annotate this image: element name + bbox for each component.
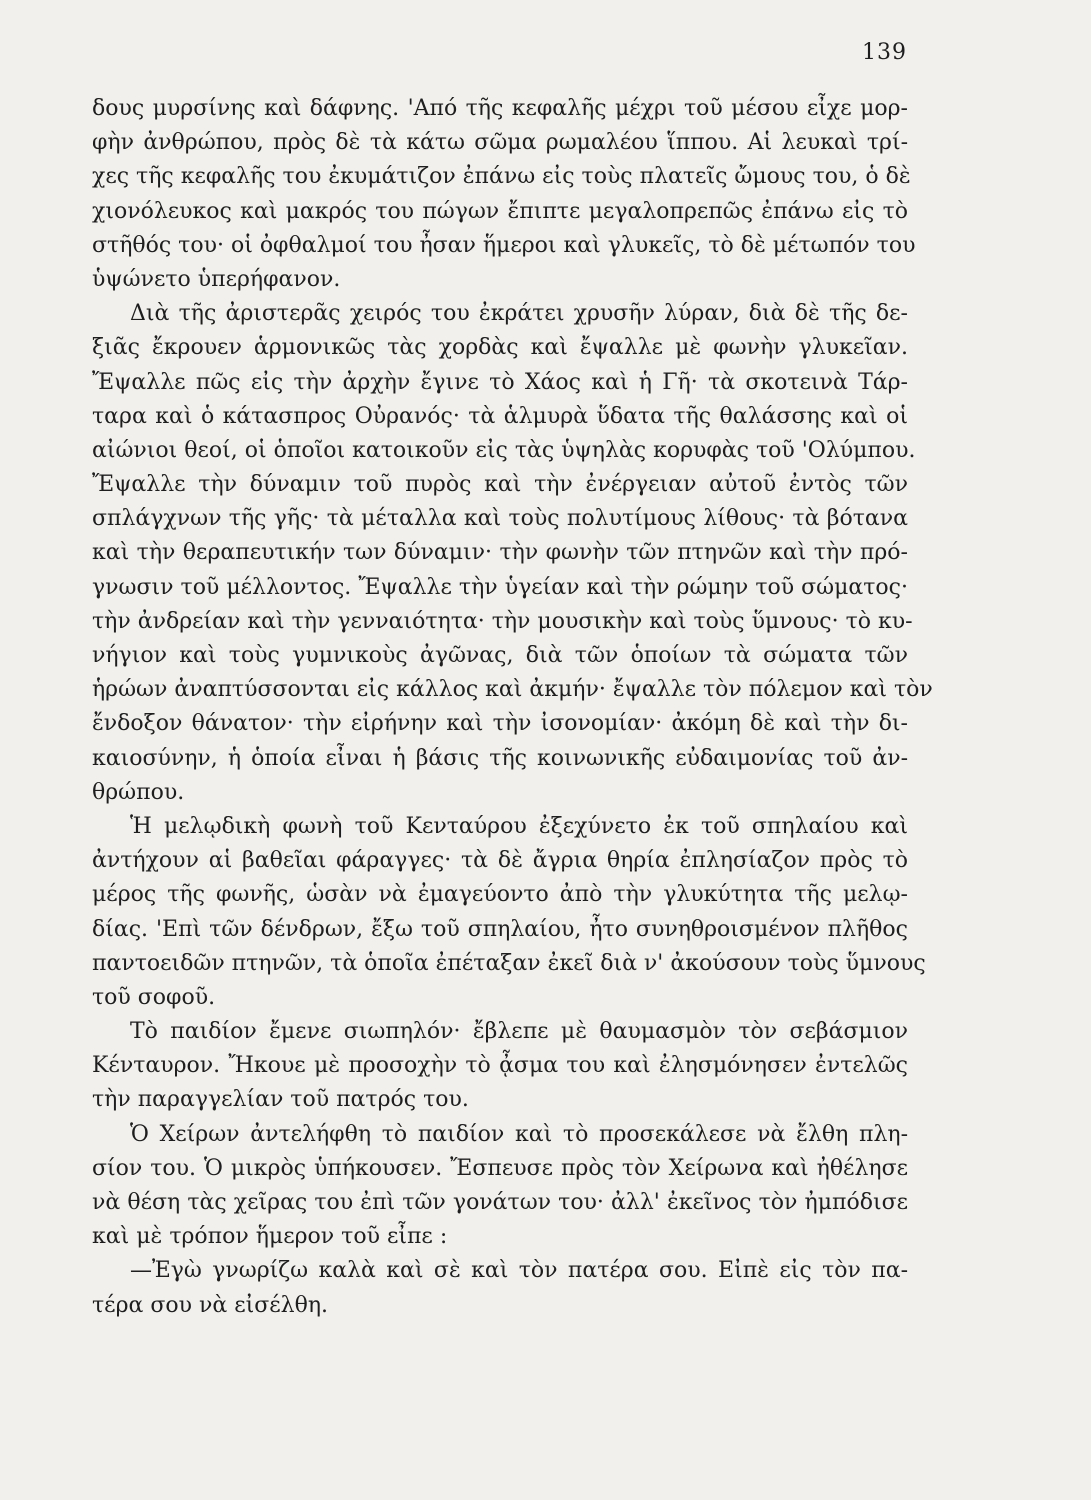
text-line: αἰώνιοι θεοί, οἱ ὁποῖοι κατοικοῦν εἰς τὰς ὑψηλὰς κορυφὰς τοῦ 'Ολύμπου.: [92, 437, 916, 463]
text-line: στῆθός του· οἱ ὀφθαλμοί του ἦσαν ἥμεροι καὶ γλυκεῖς, τὸ δὲ μέτωπόν του: [92, 232, 916, 258]
text-line: νὰ θέση τὰς χεῖρας του ἐπὶ τῶν γονάτων του· ἀλλ' ἐκεῖνος τὸν ἠμπόδισε: [92, 1190, 908, 1215]
text-line: Τὸ παιδίον ἔμενε σιωπηλόν· ἔβλεπε μὲ θαυμασμὸν τὸν σεβάσμιον: [130, 1019, 908, 1045]
text-line: δους μυρσίνης καὶ δάφνης. 'Από τῆς κεφαλῆς μέχρι τοῦ μέσου εἶχε μορ-: [92, 96, 908, 121]
body-text: [92, 92, 933, 1323]
text-line: Ἡ μελῳδικὴ φωνὴ τοῦ Κενταύρου ἐξεχύνετο ἐκ τοῦ σπηλαίου καὶ: [130, 813, 908, 839]
text-line: Ἔψαλλε πῶς εἰς τὴν ἀρχὴν ἔγινε τὸ Χάος καὶ ἡ Γῆ· τὰ σκοτεινὰ Τάρ-: [92, 369, 908, 395]
text-line: ἀντήχουν αἱ βαθεῖαι φάραγγες· τὰ δὲ ἄγρια θηρία ἐπλησίαζον πρὸς τὸ: [92, 848, 908, 874]
text-line: νήγιον καὶ τοὺς γυμνικοὺς ἀγῶνας, διὰ τῶν ὁποίων τὰ σώματα τῶν: [92, 643, 908, 668]
text-line: ἔνδοξον θάνατον· τὴν εἰρήνην καὶ τὴν ἰσονομίαν· ἀκόμη δὲ καὶ τὴν δι-: [92, 711, 908, 737]
text-line: Ὁ Χείρων ἀντελήφθη τὸ παιδίον καὶ τὸ προσεκάλεσε νὰ ἔλθη πλη-: [130, 1121, 908, 1147]
text-line: σίον του. Ὁ μικρὸς ὑπήκουσεν. Ἔσπευσε πρὸς τὸν Χείρωνα καὶ ἠθέλησε: [92, 1155, 908, 1181]
page-number: 139: [862, 40, 907, 65]
text-line: τὴν παραγγελίαν τοῦ πατρός του.: [92, 1087, 469, 1113]
text-line: γνωσιν τοῦ μέλλοντος. Ἔψαλλε τὴν ὑγείαν καὶ τὴν ρώμην τοῦ σώματος·: [92, 574, 908, 600]
text-line: καὶ μὲ τρόπον ἥμερον τοῦ εἶπε :: [92, 1224, 448, 1250]
text-line: Διὰ τῆς ἀριστερᾶς χειρός του ἐκράτει χρυσῆν λύραν, διὰ δὲ τῆς δε-: [130, 301, 908, 327]
text-line: θρώπου.: [92, 779, 185, 805]
text-line: ταρα καὶ ὁ κάτασπρος Οὐρανός· τὰ ἁλμυρὰ ὕδατα τῆς θαλάσσης καὶ οἱ: [92, 403, 908, 429]
text-line: παντοειδῶν πτηνῶν, τὰ ὁποῖα ἐπέταξαν ἐκεῖ διὰ ν' ἀκούσουν τοὺς ὕμνους: [92, 950, 926, 976]
text-line: ὑψώνετο ὑπερήφανον.: [92, 266, 341, 292]
text-line: καὶ τὴν θεραπευτικήν των δύναμιν· τὴν φωνὴν τῶν πτηνῶν καὶ τὴν πρό-: [92, 540, 908, 566]
text-line: τέρα σου νὰ εἰσέλθη.: [92, 1292, 329, 1318]
text-line: σπλάγχνων τῆς γῆς· τὰ μέταλλα καὶ τοὺς πολυτίμους λίθους· τὰ βότανα: [92, 506, 908, 532]
text-line: Κένταυρον. Ἤκουε μὲ προσοχὴν τὸ ᾆσμα του καὶ ἐλησμόνησεν ἐντελῶς: [92, 1053, 908, 1079]
text-line: φὴν ἀνθρώπου, πρὸς δὲ τὰ κάτω σῶμα ρωμαλέου ἵππου. Αἱ λευκαὶ τρί-: [92, 130, 908, 156]
text-line: —Ἐγὼ γνωρίζω καλὰ καὶ σὲ καὶ τὸν πατέρα σου. Εἰπὲ εἰς τὸν πα-: [130, 1258, 908, 1284]
text-line: χιονόλευκος καὶ μακρός του πώγων ἔπιπτε μεγαλοπρεπῶς ἐπάνω εἰς τὸ: [92, 198, 908, 224]
text-line: μέρος τῆς φωνῆς, ὡσὰν νὰ ἐμαγεύοντο ἀπὸ τὴν γλυκύτητα τῆς μελῳ-: [92, 882, 908, 908]
text-line: τοῦ σοφοῦ.: [92, 984, 216, 1010]
text-line: τὴν ἀνδρείαν καὶ τὴν γενναιότητα· τὴν μουσικὴν καὶ τοὺς ὕμνους· τὸ κυ-: [92, 608, 913, 634]
text-line: καιοσύνην, ἡ ὁποία εἶναι ἡ βάσις τῆς κοινωνικῆς εὐδαιμονίας τοῦ ἀν-: [92, 745, 908, 771]
text-line: Ἔψαλλε τὴν δύναμιν τοῦ πυρὸς καὶ τὴν ἐνέργειαν αὐτοῦ ἐντὸς τῶν: [92, 472, 908, 498]
text-line: ἡρώων ἀναπτύσσονται εἰς κάλλος καὶ ἀκμήν· ἔψαλλε τὸν πόλεμον καὶ τὸν: [92, 677, 933, 703]
text-line: ξιᾶς ἔκρουεν ἁρμονικῶς τὰς χορδὰς καὶ ἔψαλλε μὲ φωνὴν γλυκεῖαν.: [92, 335, 908, 361]
text-line: δίας. 'Επὶ τῶν δένδρων, ἔξω τοῦ σπηλαίου, ἦτο συνηθροισμένον πλῆθος: [92, 916, 908, 942]
text-line: χες τῆς κεφαλῆς του ἐκυμάτιζον ἐπάνω εἰς τοὺς πλατεῖς ὤμους του, ὁ δὲ: [92, 164, 911, 190]
